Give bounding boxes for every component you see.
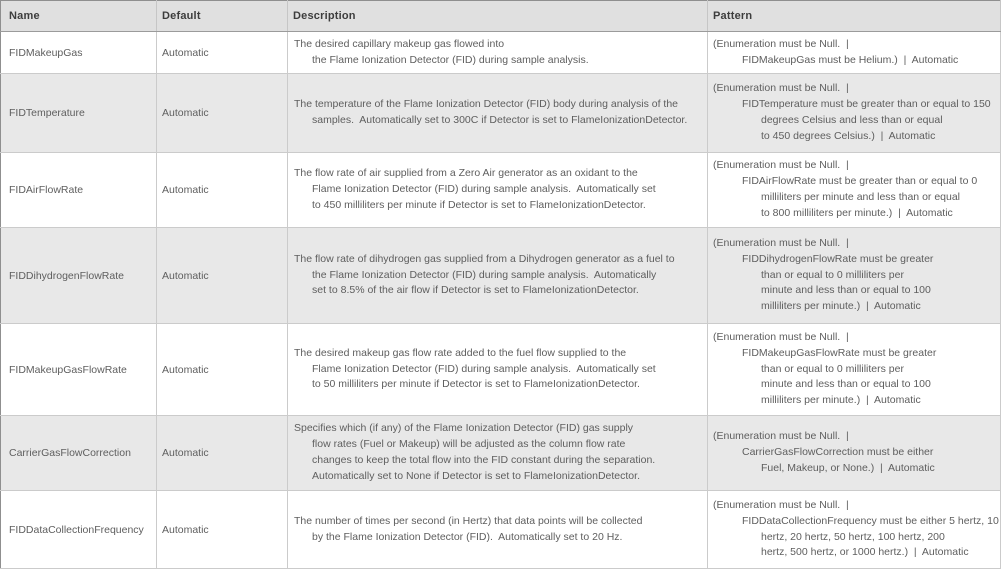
column-header-description: Description [288, 1, 708, 32]
description-line: changes to keep the total flow into the FID constant during the separation. [312, 454, 656, 466]
pattern-line: minute and less than or equal to 100 [761, 378, 931, 391]
description-line: Automatically set to None if Detector is set to FlameIonizationDetector. [312, 469, 640, 482]
option-name-cell: FIDMakeupGasFlowRate [1, 324, 157, 416]
table-row [1, 74, 1001, 153]
description-line: the Flame Ionization Detector (FID) during sample analysis. Automatically [312, 268, 657, 281]
option-pattern-cell [708, 228, 1001, 324]
pattern-line: hertz, 500 hertz, or 1000 hertz.) | Automatic [761, 546, 969, 559]
pattern-line: Fuel, Makeup, or None.) | Automatic [761, 461, 935, 474]
pattern-line: to 800 milliliters per minute.) | Automatic [761, 206, 953, 219]
header-row [1, 1, 1001, 32]
pattern-line: (Enumeration must be Null. | [713, 498, 849, 511]
option-default-cell: Automatic [157, 153, 288, 228]
option-name-cell: FIDDataCollectionFrequency [1, 491, 157, 569]
pattern-line: milliliters per minute and less than or equal [761, 191, 961, 203]
option-pattern-cell [708, 153, 1001, 228]
pattern-line: minute and less than or equal to 100 [761, 284, 931, 297]
column-header-pattern: Pattern [708, 1, 1001, 32]
description-line: Flame Ionization Detector (FID) during sample analysis. Automatically set [312, 183, 656, 196]
table-row [1, 32, 1001, 74]
description-line: The temperature of the Flame Ionization Detector (FID) body during analysis of the [294, 98, 679, 111]
description-line: by the Flame Ionization Detector (FID). Automatically set to 20 Hz. [312, 530, 623, 543]
pattern-line: FIDDihydrogenFlowRate must be greater [742, 252, 934, 265]
pattern-line: (Enumeration must be Null. | [713, 159, 849, 172]
option-default-cell: Automatic [157, 228, 288, 324]
table-body [1, 32, 1001, 569]
pattern-line: (Enumeration must be Null. | [713, 82, 849, 95]
column-header-default: Default [157, 1, 288, 32]
pattern-line: milliliters per minute.) | Automatic [761, 394, 921, 407]
pattern-line: than or equal to 0 milliliters per [761, 362, 904, 375]
pattern-line: milliliters per minute.) | Automatic [761, 300, 921, 313]
option-description-cell [288, 153, 708, 228]
pattern-line: FIDMakeupGasFlowRate must be greater [742, 346, 937, 359]
option-name-cell: FIDTemperature [1, 74, 157, 153]
pattern-line: (Enumeration must be Null. | [713, 331, 849, 343]
option-description-cell [288, 491, 708, 569]
option-description-cell [288, 32, 708, 74]
option-name-cell: FIDDihydrogenFlowRate [1, 228, 157, 324]
table-row [1, 228, 1001, 324]
option-description-cell [288, 228, 708, 324]
description-line: The desired capillary makeup gas flowed into [294, 37, 505, 50]
description-line: flow rates (Fuel or Makeup) will be adjusted as the column flow rate [312, 438, 626, 451]
pattern-line: hertz, 20 hertz, 50 hertz, 100 hertz, 200 [761, 530, 945, 543]
pattern-line: (Enumeration must be Null. | [713, 430, 849, 443]
pattern-line: FIDTemperature must be greater than or equal to 150 [742, 98, 991, 111]
option-name-cell: FIDMakeupGas [1, 32, 157, 74]
option-pattern-cell [708, 324, 1001, 416]
pattern-line: degrees Celsius and less than or equal [761, 114, 943, 126]
table-row [1, 153, 1001, 228]
pattern-line: CarrierGasFlowCorrection must be either [742, 446, 934, 459]
description-line: The number of times per second (in Hertz) that data points will be collected [294, 514, 643, 527]
option-pattern-cell [708, 491, 1001, 569]
option-pattern-cell [708, 416, 1001, 491]
table-header [1, 1, 1001, 32]
pattern-line: (Enumeration must be Null. | [713, 37, 849, 50]
option-default-cell: Automatic [157, 416, 288, 491]
pattern-line: than or equal to 0 milliliters per [761, 268, 904, 281]
option-pattern-cell [708, 32, 1001, 74]
description-line: Flame Ionization Detector (FID) during sample analysis. Automatically set [312, 362, 656, 375]
table-row [1, 416, 1001, 491]
description-line: The flow rate of dihydrogen gas supplied from a Dihydrogen generator as a fuel to [294, 252, 675, 265]
description-line: to 50 milliliters per minute if Detector is set to FlameIonizationDetector. [312, 378, 640, 391]
column-header-name: Name [1, 1, 157, 32]
pattern-line: (Enumeration must be Null. | [713, 237, 849, 249]
option-default-cell: Automatic [157, 74, 288, 153]
option-description-cell [288, 74, 708, 153]
description-line: The desired makeup gas flow rate added to the fuel flow supplied to the [294, 346, 627, 359]
option-pattern-cell [708, 74, 1001, 153]
option-default-cell: Automatic [157, 32, 288, 74]
description-line: to 450 milliliters per minute if Detector is set to FlameIonizationDetector. [312, 198, 646, 211]
option-name-cell: CarrierGasFlowCorrection [1, 416, 157, 491]
table-row [1, 491, 1001, 569]
pattern-line: FIDMakeupGas must be Helium.) | Automatic [742, 53, 959, 66]
description-line: set to 8.5% of the air flow if Detector is set to FlameIonizationDetector. [312, 284, 639, 297]
option-name-cell: FIDAirFlowRate [1, 153, 157, 228]
option-description-cell [288, 416, 708, 491]
option-default-cell: Automatic [157, 491, 288, 569]
description-line: The flow rate of air supplied from a Zero Air generator as an oxidant to the [294, 167, 638, 180]
pattern-line: FIDAirFlowRate must be greater than or equal to 0 [742, 175, 978, 188]
option-description-cell [288, 324, 708, 416]
description-line: Specifies which (if any) of the Flame Ionization Detector (FID) gas supply [294, 422, 634, 435]
description-line: samples. Automatically set to 300C if Detector is set to FlameIonizationDetector. [312, 114, 688, 126]
table-row [1, 324, 1001, 416]
pattern-line: to 450 degrees Celsius.) | Automatic [761, 129, 936, 142]
pattern-line: FIDDataCollectionFrequency must be either 5 hertz, 10 [742, 514, 999, 527]
description-line: the Flame Ionization Detector (FID) during sample analysis. [312, 53, 589, 66]
option-default-cell: Automatic [157, 324, 288, 416]
